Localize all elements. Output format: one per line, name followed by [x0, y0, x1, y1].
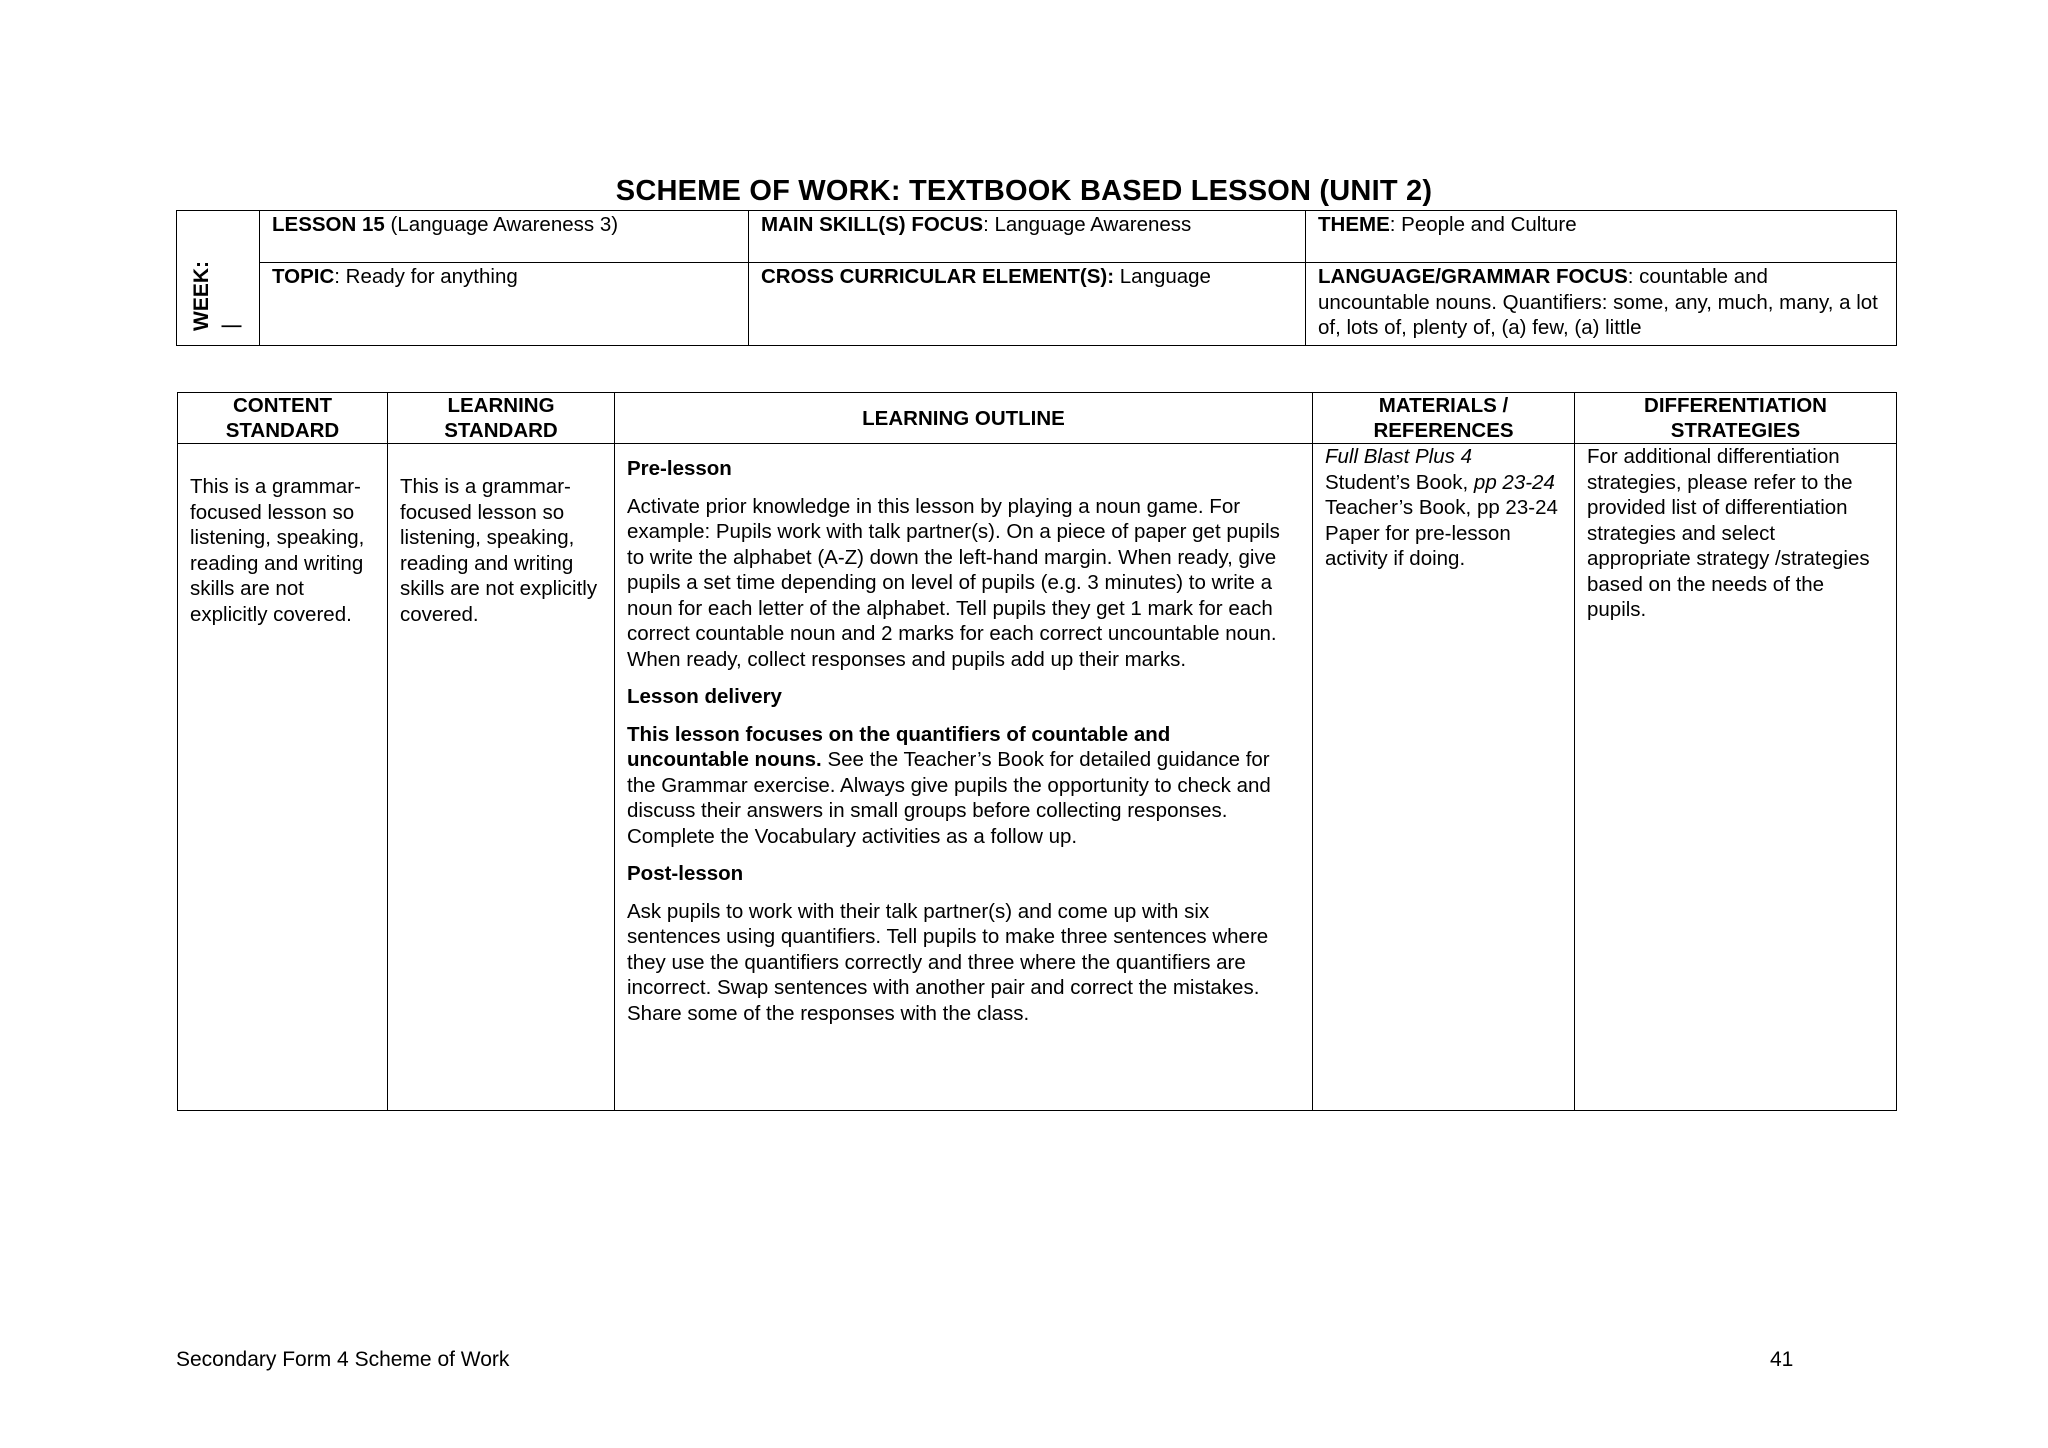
main-skill-value: : Language Awareness [983, 213, 1192, 236]
column-header-content-standard: CONTENT STANDARD [178, 393, 388, 444]
main-skill-cell [749, 211, 1306, 263]
lesson-delivery-heading: Lesson delivery [627, 685, 782, 708]
learning-standard-text: This is a grammar-focused lesson so listening, speaking, reading and writing skills are not explicitly covered. [400, 475, 598, 626]
paper-ref: Paper for pre-lesson activity if doing. [1325, 521, 1511, 570]
post-lesson-heading: Post-lesson [627, 862, 744, 885]
differentiation-text: For additional differentiation strategies, please refer to the provided list of differentiation strategies and select appropriate strategy /strategies based on the needs of the pupils. [1587, 445, 1870, 621]
lesson-header-table [176, 210, 1897, 346]
students-book-ref: Student’s Book, pp 23-24 [1325, 470, 1555, 494]
lesson-delivery-text [627, 722, 1294, 850]
content-standard-cell [178, 444, 388, 1111]
cross-curricular-label: CROSS CURRICULAR ELEMENT(S): [761, 265, 1115, 288]
grammar-focus-cell [1306, 263, 1897, 346]
content-standard-text: This is a grammar-focused lesson so listening, speaking, reading and writing skills are not explicitly covered. [190, 475, 365, 626]
topic-label: TOPIC [272, 265, 335, 288]
book-title: Full Blast Plus 4 [1325, 445, 1472, 468]
post-lesson-text: Ask pupils to work with their talk partner(s) and come up with six sentences using quantifiers. Tell pupils to make three sentences where they use the quantifiers correctly and three where the quantifiers are incorrect. Swap sentences with another pair and correct the mistakes. Share some of the responses with the class. [627, 899, 1269, 1025]
footer-document-name: Secondary Form 4 Scheme of Work [176, 1348, 510, 1371]
column-header-materials: MATERIALS / REFERENCES [1313, 393, 1575, 444]
column-header-differentiation: DIFFERENTIATION STRATEGIES [1575, 393, 1897, 444]
differentiation-cell [1575, 444, 1897, 1111]
main-skill-label: MAIN SKILL(S) FOCUS [761, 213, 984, 236]
materials-cell [1313, 444, 1575, 1111]
page-title: SCHEME OF WORK: TEXTBOOK BASED LESSON (UNIT 2) [615, 175, 1433, 207]
topic-value: : Ready for anything [334, 265, 518, 288]
week-cell: WEEK: | [177, 211, 260, 346]
column-header-learning-outline: LEARNING OUTLINE [615, 393, 1313, 444]
grammar-focus-label: LANGUAGE/GRAMMAR FOCUS [1318, 265, 1628, 288]
pre-lesson-heading: Pre-lesson [627, 457, 732, 480]
topic-cell [260, 263, 749, 346]
theme-cell [1306, 211, 1897, 263]
lesson-label: LESSON 15 [272, 213, 385, 236]
lesson-delivery-body: See the Teacher’s Book for detailed guidance for the Grammar exercise. Always give pupils the opportunity to check and discuss their answers in small groups before collecting responses. Complete the Vocabulary activities as a follow up. [627, 748, 1271, 848]
cross-curricular-value: Language [1114, 265, 1211, 288]
theme-value: : People and Culture [1389, 213, 1577, 236]
column-header-learning-standard: LEARNING STANDARD [388, 393, 615, 444]
teachers-book-ref: Teacher’s Book, pp 23-24 [1325, 496, 1558, 519]
learning-outline-cell [615, 444, 1313, 1111]
lesson-cell [260, 211, 749, 263]
lesson-delivery-focus: This lesson focuses on the quantifiers of countable and uncountable nouns. [627, 722, 1171, 771]
grammar-focus-value: : countable and uncountable nouns. Quantifiers: some, any, much, many, a lot of, lots of, plenty of, (a) few, (a) little [1318, 265, 1878, 339]
theme-label: THEME [1318, 213, 1390, 236]
materials-list [1325, 444, 1562, 572]
lesson-value: (Language Awareness 3) [384, 213, 619, 236]
cross-curricular-cell [749, 263, 1306, 346]
learning-standard-cell [388, 444, 615, 1111]
footer-page-number: 41 [1770, 1348, 1794, 1371]
learning-plan-table [177, 392, 1897, 1111]
pre-lesson-text: Activate prior knowledge in this lesson by playing a noun game. For example: Pupils work with talk partner(s). On a piece of paper get pupils to write the alphabet (A-Z) down the left-hand margin. When ready, give pupils a set time depending on level of pupils (e.g. 3 minutes) to write a noun for each letter of the alphabet. Tell pupils they get 1 mark for each correct countable noun and 2 marks for each correct uncountable noun. When ready, collect responses and pupils add up their marks. [627, 494, 1280, 671]
